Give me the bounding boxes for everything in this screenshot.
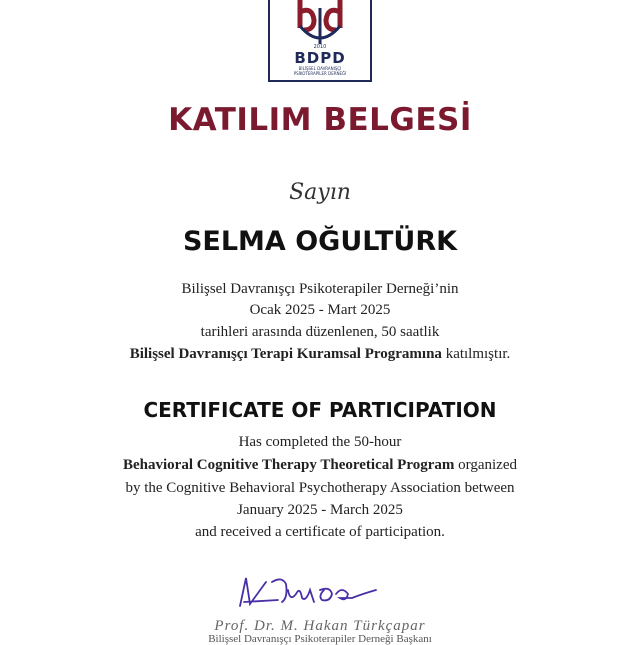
en-program-name: Behavioral Cognitive Therapy Theoretical Program	[123, 457, 455, 473]
tr-line-2: Ocak 2025 - Mart 2025	[249, 302, 391, 318]
salutation: Sayın	[289, 180, 351, 205]
logo-line2: PSİKOTERAPİLER DERNEĞİ	[293, 71, 347, 76]
english-title: CERTIFICATE OF PARTICIPATION	[143, 398, 497, 422]
association-logo	[268, 0, 372, 82]
signature-icon	[238, 572, 378, 612]
signatory-role: Bilişsel Davranışçı Psikoterapiler Derneği Başkanı	[208, 633, 432, 645]
signatory-name: Prof. Dr. M. Hakan Türkçapar	[214, 618, 426, 634]
en-line-5: and received a certificate of participation.	[195, 524, 445, 540]
tr-program-name: Bilişsel Davranışçı Terapi Kuramsal Programına	[129, 346, 442, 362]
certificate-title: KATILIM BELGESİ	[168, 102, 472, 138]
en-line-3: by the Cognitive Behavioral Psychotherapy Association between	[125, 480, 515, 496]
en-line-1: Has completed the 50-hour	[238, 434, 402, 450]
tr-line-3: tarihleri arasında düzenlenen, 50 saatlik	[200, 324, 440, 340]
recipient-name: SELMA OĞULTÜRK	[182, 226, 458, 257]
logo-line1: BİLİŞSEL DAVRANIŞÇI	[298, 66, 342, 71]
logo-year: 2010	[313, 44, 327, 50]
en-line-4: January 2025 - March 2025	[237, 502, 403, 518]
en-line-2-rest: organized	[454, 457, 517, 473]
en-line-2	[0, 457, 640, 474]
logo-emblem-icon	[270, 0, 370, 46]
tr-line-4	[0, 346, 640, 363]
tr-line-4-rest: katılmıştır.	[441, 346, 511, 362]
logo-abbr: BDPD	[294, 49, 346, 67]
tr-line-1: Bilişsel Davranışçı Psikoterapiler Derneği’nin	[181, 281, 459, 297]
